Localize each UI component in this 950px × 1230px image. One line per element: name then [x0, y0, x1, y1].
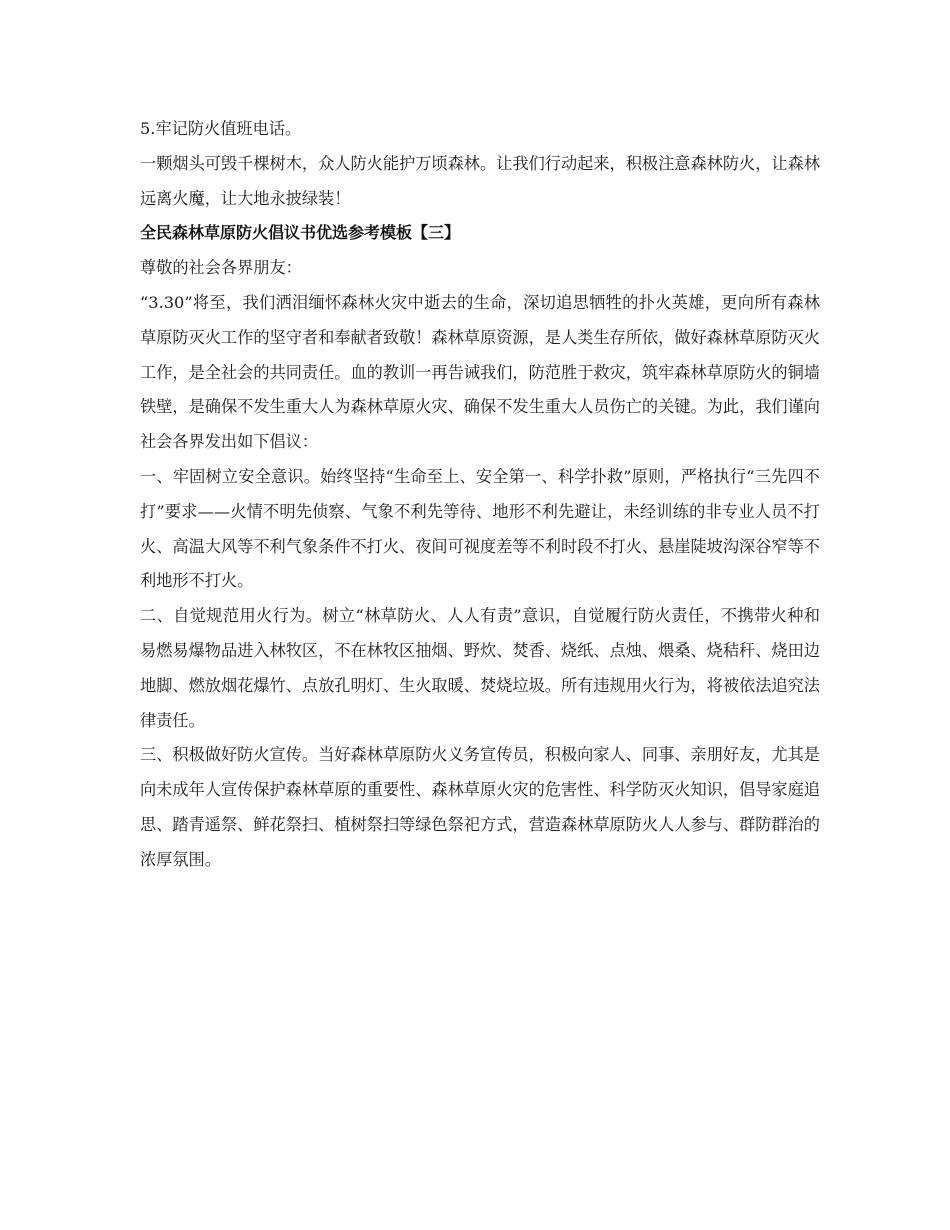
salutation: 尊敬的社会各界朋友：: [140, 258, 302, 278]
document-page: [140, 112, 820, 878]
item-5-paragraph: 5.牢记防火值班电话。: [140, 119, 302, 138]
point-1-paragraph: 一、牢固树立安全意识。始终坚持“生命至上、安全第一、科学扑救”原则，严格执行“三先四不打”要求——火情不明先侦察、气象不利先等待、地形不利先避让，未经训练的非专业人员不打火、高温大风等不利气象条件不打火、夜间可视度差等不利时段不打火、悬崖陡坡沟深谷窄等不利地形不打火。: [140, 466, 820, 591]
intro-paragraph: “3.30”将至，我们洒泪缅怀森林火灾中逝去的生命，深切追思牺牲的扑火英雄，更向所有森林草原防灭火工作的坚守者和奉献者致敬！森林草原资源，是人类生存所依，做好森林草原防灭火工作，是全社会的共同责任。血的教训一再告诫我们，防范胜于救灾，筑牢森林草原防火的铜墙铁壁，是确保不发生重大人为森林草原火灾、确保不发生重大人员伤亡的关键。为此，我们谨向社会各界发出如下倡议：: [140, 292, 820, 452]
closing-paragraph: 一颗烟头可毁千棵树木，众人防火能护万顷森林。让我们行动起来，积极注意森林防火，让森林远离火魔，让大地永披绿装！: [140, 153, 820, 208]
point-3-paragraph: 三、积极做好防火宣传。当好森林草原防火义务宣传员，积极向家人、同事、亲朋好友，尤其是向未成年人宣传保护森林草原的重要性、森林草原火灾的危害性、科学防灭火知识，倡导家庭追思、踏青遥祭、鲜花祭扫、植树祭扫等绿色祭祀方式，营造森林草原防火人人参与、群防群治的浓厚氛围。: [140, 745, 820, 869]
point-2-paragraph: 二、自觉规范用火行为。树立“林草防火、人人有责”意识，自觉履行防火责任，不携带火种和易燃易爆物品进入林牧区，不在林牧区抽烟、野炊、焚香、烧纸、点烛、煨桑、烧秸秆、烧田边地脚、燃放烟花爆竹、点放孔明灯、生火取暖、焚烧垃圾。所有违规用火行为，将被依法追究法律责任。: [140, 606, 820, 730]
section-title: 全民森林草原防火倡议书优选参考模板【三】: [140, 223, 461, 243]
